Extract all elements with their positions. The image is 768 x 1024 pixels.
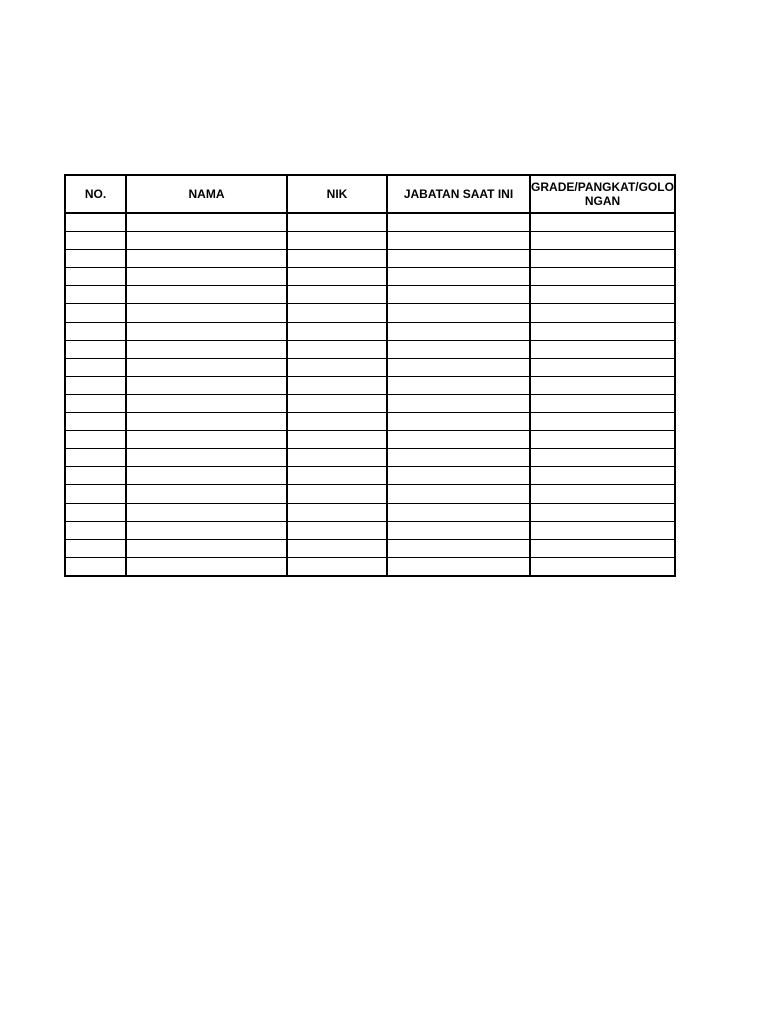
cell-nik[interactable]	[287, 322, 387, 340]
cell-nik[interactable]	[287, 503, 387, 521]
table-row	[65, 394, 675, 412]
header-jabatan: JABATAN SAAT INI	[387, 175, 530, 213]
cell-no[interactable]	[65, 322, 126, 340]
cell-jabatan[interactable]	[387, 413, 530, 431]
cell-grade[interactable]	[530, 431, 675, 449]
cell-no[interactable]	[65, 503, 126, 521]
cell-nik[interactable]	[287, 213, 387, 232]
cell-grade[interactable]	[530, 322, 675, 340]
cell-jabatan[interactable]	[387, 358, 530, 376]
header-row	[65, 175, 675, 213]
cell-no[interactable]	[65, 431, 126, 449]
cell-nik[interactable]	[287, 358, 387, 376]
cell-nik[interactable]	[287, 394, 387, 412]
cell-jabatan[interactable]	[387, 340, 530, 358]
cell-nama[interactable]	[126, 539, 287, 557]
table-row	[65, 521, 675, 539]
cell-no[interactable]	[65, 250, 126, 268]
cell-jabatan[interactable]	[387, 521, 530, 539]
table-row	[65, 232, 675, 250]
cell-jabatan[interactable]	[387, 213, 530, 232]
cell-nik[interactable]	[287, 413, 387, 431]
cell-nama[interactable]	[126, 521, 287, 539]
table-row	[65, 503, 675, 521]
table-header	[65, 175, 675, 213]
cell-nama[interactable]	[126, 467, 287, 485]
cell-jabatan[interactable]	[387, 467, 530, 485]
table-row	[65, 322, 675, 340]
cell-grade[interactable]	[530, 286, 675, 304]
cell-jabatan[interactable]	[387, 557, 530, 576]
table-row	[65, 467, 675, 485]
cell-no[interactable]	[65, 449, 126, 467]
cell-nama[interactable]	[126, 358, 287, 376]
header-no: NO.	[65, 175, 126, 213]
cell-nama[interactable]	[126, 232, 287, 250]
cell-grade[interactable]	[530, 250, 675, 268]
cell-nama[interactable]	[126, 449, 287, 467]
cell-no[interactable]	[65, 286, 126, 304]
cell-jabatan[interactable]	[387, 539, 530, 557]
cell-jabatan[interactable]	[387, 286, 530, 304]
cell-nama[interactable]	[126, 322, 287, 340]
cell-nik[interactable]	[287, 268, 387, 286]
cell-no[interactable]	[65, 394, 126, 412]
header-grade: GRADE/PANGKAT/GOLONGAN	[530, 175, 675, 213]
cell-nik[interactable]	[287, 376, 387, 394]
table-row	[65, 485, 675, 503]
cell-jabatan[interactable]	[387, 431, 530, 449]
table-row	[65, 340, 675, 358]
header-nama: NAMA	[126, 175, 287, 213]
header-nik: NIK	[287, 175, 387, 213]
table-row	[65, 213, 675, 232]
cell-no[interactable]	[65, 557, 126, 576]
cell-grade[interactable]	[530, 376, 675, 394]
cell-nik[interactable]	[287, 250, 387, 268]
cell-no[interactable]	[65, 413, 126, 431]
cell-nik[interactable]	[287, 539, 387, 557]
table-row	[65, 250, 675, 268]
cell-nik[interactable]	[287, 449, 387, 467]
table-row	[65, 376, 675, 394]
cell-jabatan[interactable]	[387, 268, 530, 286]
table-row	[65, 449, 675, 467]
cell-grade[interactable]	[530, 503, 675, 521]
cell-nik[interactable]	[287, 521, 387, 539]
cell-nama[interactable]	[126, 268, 287, 286]
cell-nik[interactable]	[287, 286, 387, 304]
cell-no[interactable]	[65, 485, 126, 503]
table-row	[65, 358, 675, 376]
cell-nama[interactable]	[126, 503, 287, 521]
table-row	[65, 539, 675, 557]
cell-grade[interactable]	[530, 358, 675, 376]
cell-nama[interactable]	[126, 485, 287, 503]
cell-grade[interactable]	[530, 557, 675, 576]
cell-nama[interactable]	[126, 340, 287, 358]
cell-grade[interactable]	[530, 213, 675, 232]
cell-no[interactable]	[65, 358, 126, 376]
table-body	[65, 213, 675, 576]
cell-nama[interactable]	[126, 413, 287, 431]
cell-nama[interactable]	[126, 557, 287, 576]
cell-nik[interactable]	[287, 232, 387, 250]
cell-nama[interactable]	[126, 286, 287, 304]
cell-jabatan[interactable]	[387, 394, 530, 412]
cell-no[interactable]	[65, 304, 126, 322]
cell-nama[interactable]	[126, 394, 287, 412]
cell-grade[interactable]	[530, 232, 675, 250]
cell-jabatan[interactable]	[387, 503, 530, 521]
cell-nik[interactable]	[287, 304, 387, 322]
cell-grade[interactable]	[530, 449, 675, 467]
cell-no[interactable]	[65, 213, 126, 232]
cell-no[interactable]	[65, 521, 126, 539]
cell-grade[interactable]	[530, 340, 675, 358]
cell-jabatan[interactable]	[387, 250, 530, 268]
cell-nik[interactable]	[287, 431, 387, 449]
cell-no[interactable]	[65, 268, 126, 286]
cell-nik[interactable]	[287, 467, 387, 485]
cell-grade[interactable]	[530, 304, 675, 322]
table-row	[65, 413, 675, 431]
cell-nik[interactable]	[287, 557, 387, 576]
cell-grade[interactable]	[530, 394, 675, 412]
cell-jabatan[interactable]	[387, 376, 530, 394]
cell-nama[interactable]	[126, 213, 287, 232]
employee-table	[64, 174, 676, 577]
cell-nama[interactable]	[126, 431, 287, 449]
cell-nama[interactable]	[126, 376, 287, 394]
cell-nama[interactable]	[126, 304, 287, 322]
cell-jabatan[interactable]	[387, 485, 530, 503]
cell-no[interactable]	[65, 232, 126, 250]
cell-jabatan[interactable]	[387, 322, 530, 340]
table-row	[65, 557, 675, 576]
table-row	[65, 304, 675, 322]
cell-grade[interactable]	[530, 485, 675, 503]
cell-jabatan[interactable]	[387, 304, 530, 322]
cell-nik[interactable]	[287, 340, 387, 358]
cell-grade[interactable]	[530, 467, 675, 485]
cell-jabatan[interactable]	[387, 232, 530, 250]
cell-nik[interactable]	[287, 485, 387, 503]
cell-no[interactable]	[65, 340, 126, 358]
cell-grade[interactable]	[530, 268, 675, 286]
table-row	[65, 431, 675, 449]
cell-grade[interactable]	[530, 521, 675, 539]
cell-jabatan[interactable]	[387, 449, 530, 467]
table-row	[65, 268, 675, 286]
cell-grade[interactable]	[530, 413, 675, 431]
table-row	[65, 286, 675, 304]
cell-nama[interactable]	[126, 250, 287, 268]
cell-no[interactable]	[65, 539, 126, 557]
cell-no[interactable]	[65, 376, 126, 394]
cell-no[interactable]	[65, 467, 126, 485]
cell-grade[interactable]	[530, 539, 675, 557]
